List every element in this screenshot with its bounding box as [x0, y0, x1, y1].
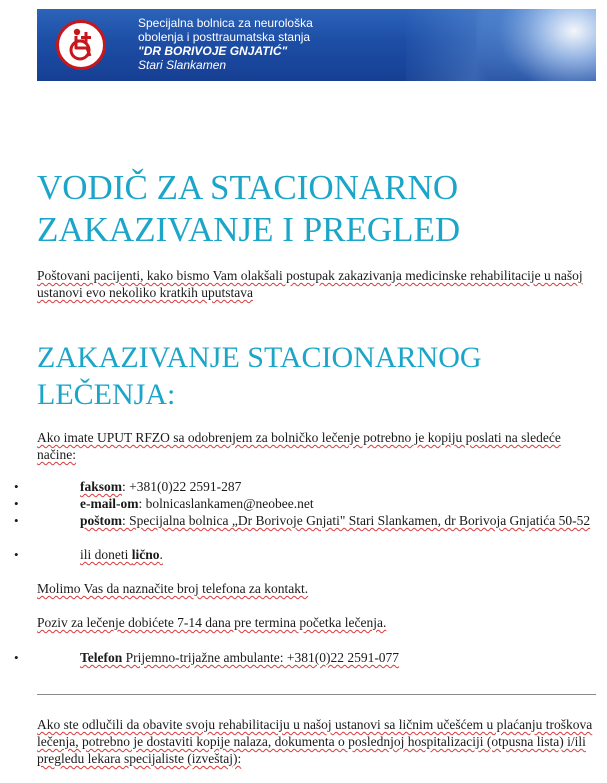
banner-text: [138, 16, 313, 72]
method-email: [80, 495, 595, 512]
hospital-banner: [37, 9, 596, 81]
banner-line-2: obolenja i posttraumatska stanja: [138, 30, 311, 44]
method-post-value: : Specijalna bolnica „Dr Borivoje Gnjati" Stari Slankamen, dr Borivoja Gnjatića 50-52: [122, 513, 591, 528]
hospital-wheelchair-logo-icon: [56, 20, 106, 70]
page-title: VODIČ ZA STACIONARNO ZAKAZIVANJE I PREGLED: [37, 168, 461, 249]
method-post-label: poštom: [80, 513, 123, 528]
method-email-label: e-mail-om: [80, 496, 139, 511]
intro-paragraph: Poštovani pacijenti, kako bismo Vam olakšali postupak zakazivanja medicinske rehabilitacije u našoj ustanovi evo nekoliko kratkih uputstava: [37, 268, 583, 300]
method-email-value: : bolnicaslankamen@neobee.net: [138, 496, 314, 511]
bullet-icon: •: [14, 496, 19, 511]
call-note: Poziv za lečenje dobićete 7-14 dana pre termina početka lečenja.: [37, 615, 387, 630]
bullet-icon: •: [14, 513, 19, 528]
banner-line-4: Stari Slankamen: [138, 58, 227, 72]
phone-value: Prijemno-trijažne ambulante: +381(0)22 2591-077: [122, 650, 400, 665]
method-personal-label: lično: [131, 547, 160, 562]
method-personal-value: .: [159, 547, 163, 562]
phone-note: Molimo Vas da naznačite broj telefona za kontakt.: [37, 581, 309, 596]
divider: [37, 694, 596, 695]
bullet-icon: •: [14, 479, 19, 494]
banner-line-3: "DR BORIVOJE GNJATIĆ": [138, 44, 288, 58]
bullet-icon: •: [14, 547, 19, 562]
lead-paragraph: Ako imate UPUT RFZO sa odobrenjem za bolničko lečenje potrebno je kopiju poslati na sledeće načine:: [37, 430, 561, 462]
section-title: ZAKAZIVANJE STACIONARNOG LEČENJA:: [37, 341, 482, 411]
closing-paragraph: Ako ste odlučili da obavite svoju rehabilitaciju u našoj ustanovi sa ličnim učešćem u plaćanju troškova lečenja, potrebno je dostaviti kopije nalaza, dokumenta o poslednjoj hospitalizaciji (otpusna lista) i/ili pregledu lekara specijaliste (izveštaj):: [37, 717, 593, 766]
method-post: [80, 512, 595, 529]
bullet-icon: •: [14, 650, 19, 665]
banner-sheen-secondary: [406, 9, 526, 81]
banner-line-1: Specijalna bolnica za neurološka: [138, 16, 313, 30]
method-personal: [80, 546, 595, 563]
method-personal-prefix: ili doneti: [80, 547, 132, 562]
method-fax: [80, 478, 595, 495]
method-fax-value: : +381(0)22 2591-287: [122, 479, 242, 494]
method-fax-label: faksom: [80, 479, 123, 494]
phone-label: Telefon: [80, 650, 123, 665]
phone-line: [80, 649, 595, 666]
